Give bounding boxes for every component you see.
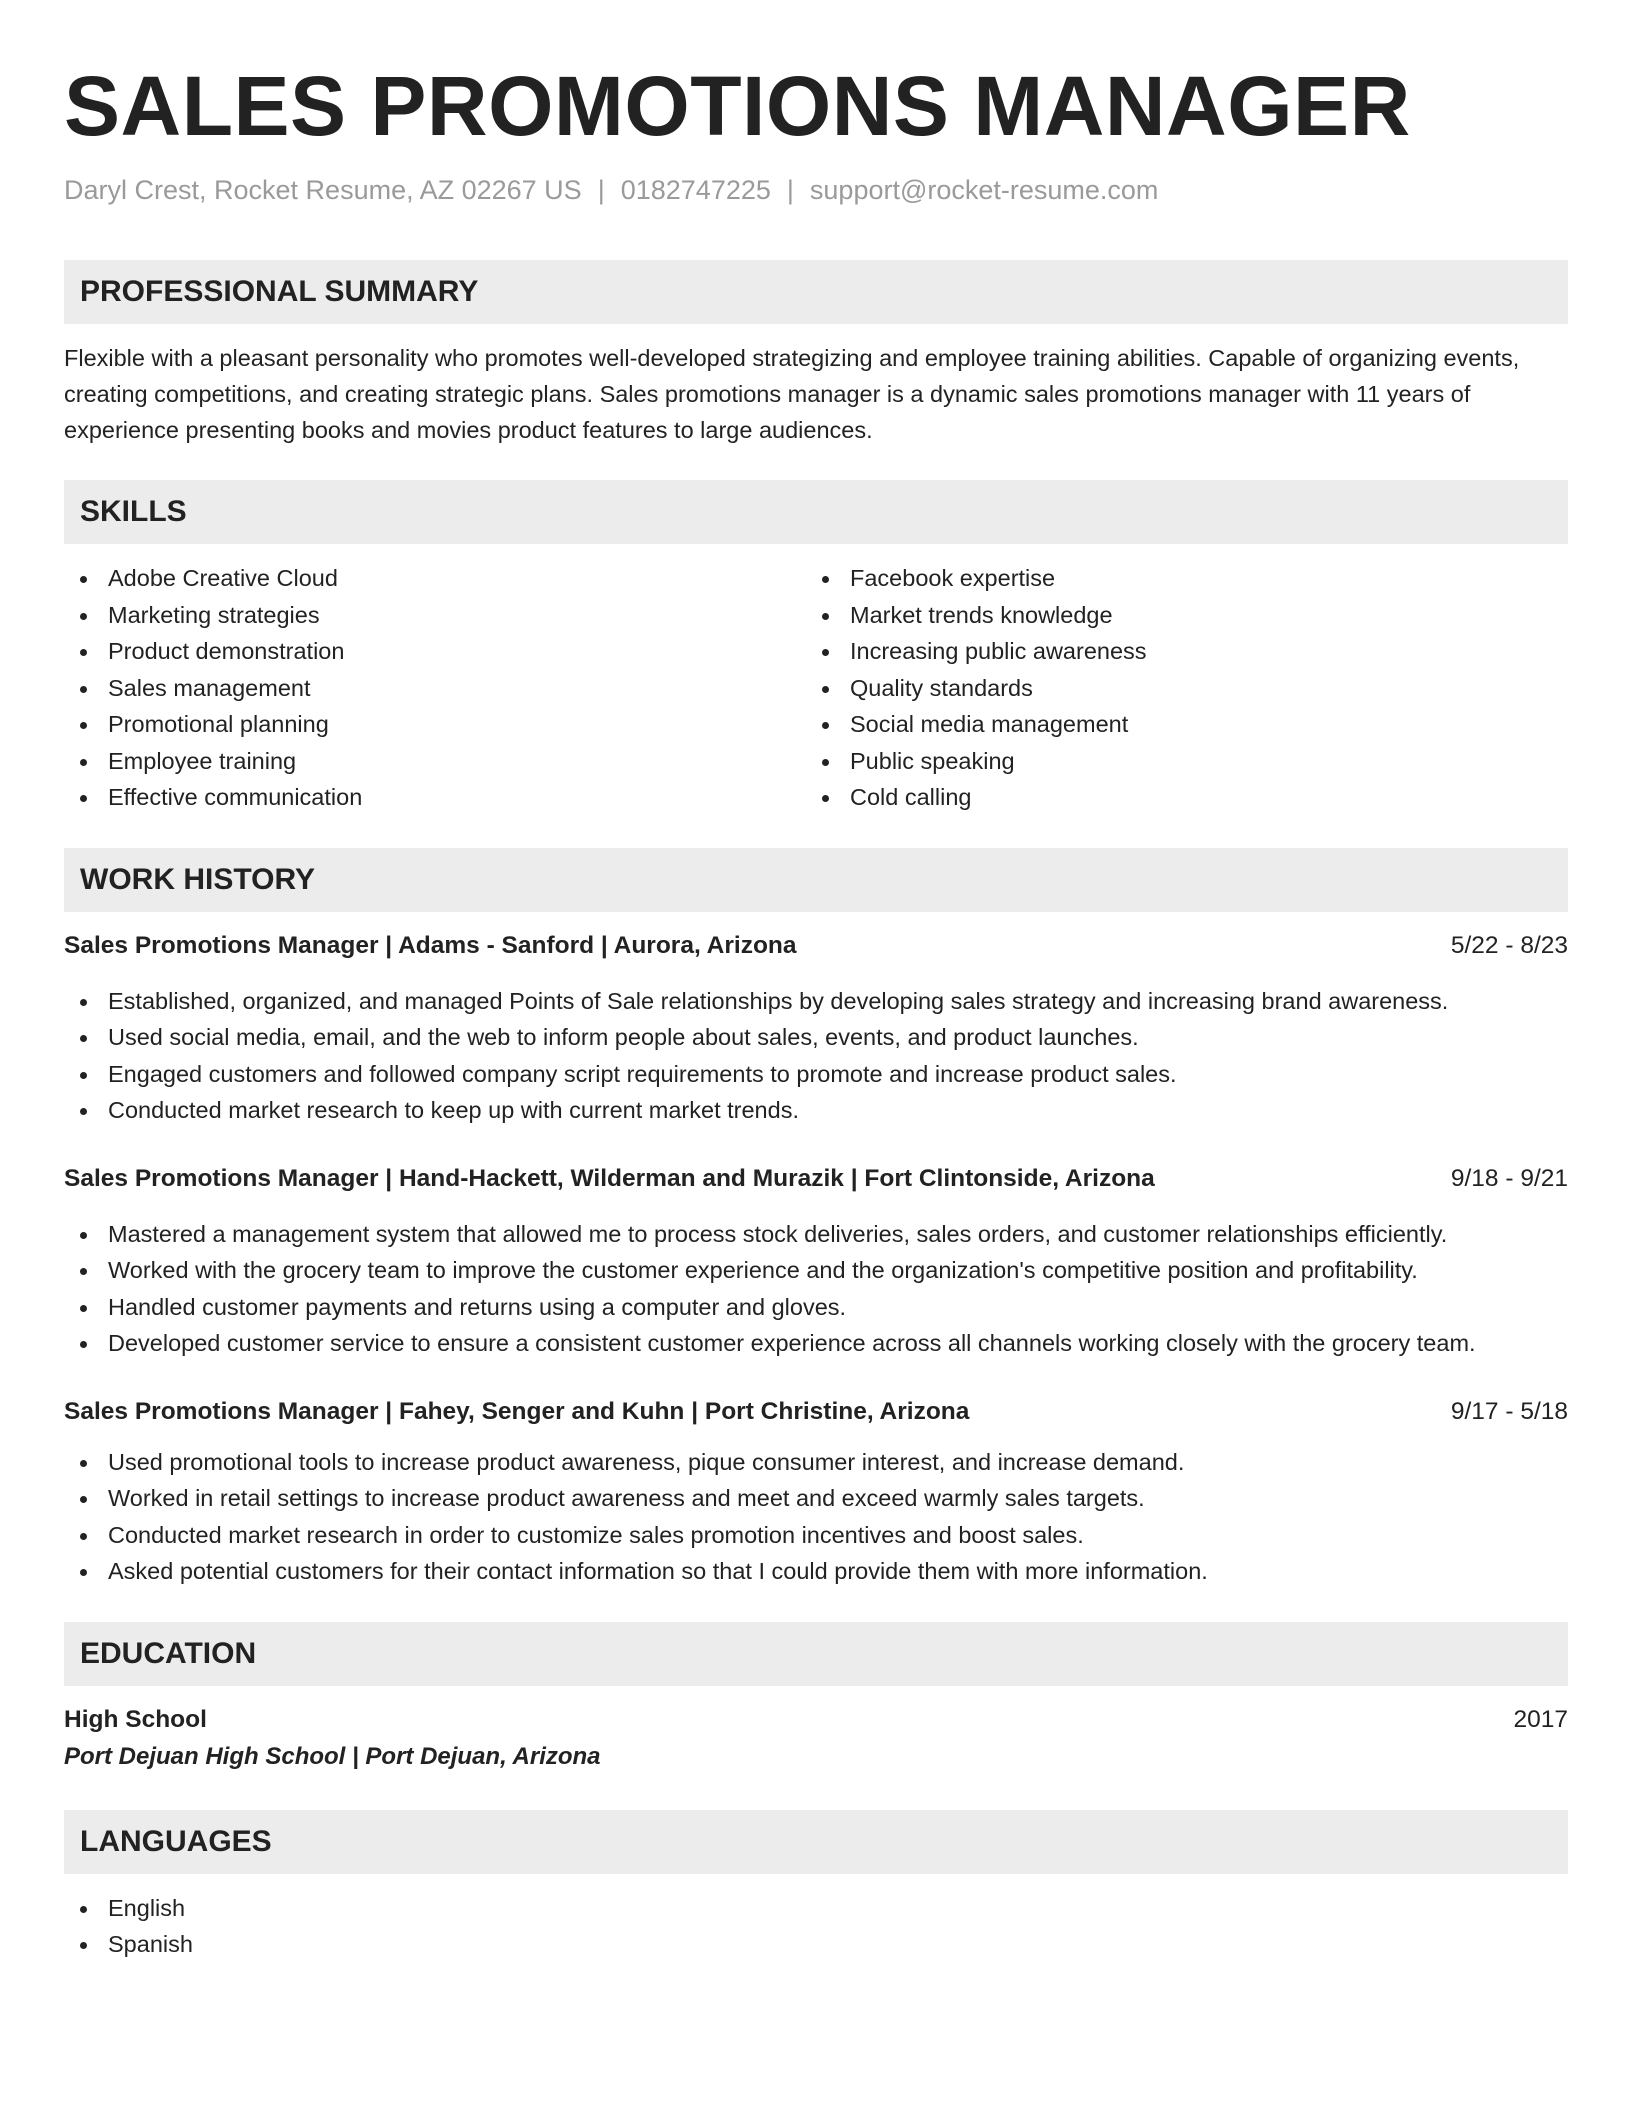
contact-separator: | (597, 175, 605, 205)
job-entry (64, 1394, 1568, 1590)
skills-list (64, 560, 1568, 816)
job-title: Sales Promotions Manager | Hand-Hackett, Wilderman and Murazik | Fort Clintonside, Arizona (64, 1164, 1155, 1192)
job-dates: 9/18 - 9/21 (1450, 1164, 1568, 1192)
language-item: English (64, 1890, 1568, 1927)
section-header-work-history: WORK HISTORY (64, 848, 1568, 912)
skill-item: Marketing strategies (64, 597, 806, 634)
section-header-summary: PROFESSIONAL SUMMARY (64, 260, 1568, 324)
education-degree: High School (64, 1705, 207, 1733)
section-header-languages: LANGUAGES (64, 1810, 1568, 1874)
job-bullet: Used promotional tools to increase product awareness, pique consumer interest, and increase demand. (64, 1444, 1568, 1481)
section-header-education: EDUCATION (64, 1622, 1568, 1686)
skill-item: Increasing public awareness (806, 633, 1548, 670)
resume-title: SALES PROMOTIONS MANAGER (64, 59, 1411, 153)
skill-item: Effective communication (64, 779, 806, 816)
job-bullet: Developed customer service to ensure a consistent customer experience across all channels working closely with the grocery team. (64, 1325, 1568, 1362)
job-title: Sales Promotions Manager | Fahey, Senger and Kuhn | Port Christine, Arizona (64, 1397, 970, 1425)
skill-item: Adobe Creative Cloud (64, 560, 806, 597)
job-bullet: Conducted market research to keep up with current market trends. (64, 1092, 1568, 1129)
skills-column-right (806, 560, 1548, 816)
job-bullet: Established, organized, and managed Points of Sale relationships by developing sales strategy and increasing brand awareness. (64, 983, 1568, 1020)
contact-address: Daryl Crest, Rocket Resume, AZ 02267 US (64, 175, 582, 205)
job-header (64, 1161, 1568, 1197)
education-year: 2017 (1513, 1705, 1568, 1733)
education-school: Port Dejuan High School | Port Dejuan, Arizona (64, 1742, 601, 1770)
skill-item: Public speaking (806, 743, 1548, 780)
job-bullet: Worked in retail settings to increase product awareness and meet and exceed warmly sales targets. (64, 1480, 1568, 1517)
education-entry (64, 1702, 1568, 1776)
education-header (64, 1702, 1568, 1738)
skills-column-left (64, 560, 806, 816)
job-header (64, 1394, 1568, 1430)
job-dates: 9/17 - 5/18 (1450, 1397, 1568, 1425)
skill-item: Cold calling (806, 779, 1548, 816)
contact-separator: | (786, 175, 794, 205)
contact-line (64, 172, 1568, 208)
section-header-skills: SKILLS (64, 480, 1568, 544)
job-bullet: Asked potential customers for their contact information so that I could provide them with more information. (64, 1553, 1568, 1590)
job-header (64, 928, 1568, 964)
contact-email: support@rocket-resume.com (809, 175, 1159, 205)
job-bullet: Conducted market research in order to customize sales promotion incentives and boost sales. (64, 1517, 1568, 1554)
job-title: Sales Promotions Manager | Adams - Sanford | Aurora, Arizona (64, 931, 797, 959)
summary-text: Flexible with a pleasant personality who promotes well-developed strategizing and employee training abilities. Capable of organizing events, creating competitions, and creating strategic plans. Sales promotions manager is a dynamic sales promotions manager with 11 years of experience presenting books and movies product features to large audiences. (64, 345, 1520, 443)
job-entry (64, 1161, 1568, 1362)
languages-list (64, 1890, 1568, 1963)
job-bullet: Worked with the grocery team to improve the customer experience and the organization's competitive position and profitability. (64, 1252, 1568, 1289)
contact-phone: 0182747225 (620, 175, 771, 205)
job-bullet: Engaged customers and followed company script requirements to promote and increase product sales. (64, 1056, 1568, 1093)
skill-item: Promotional planning (64, 706, 806, 743)
skill-item: Product demonstration (64, 633, 806, 670)
skill-item: Market trends knowledge (806, 597, 1548, 634)
skill-item: Quality standards (806, 670, 1548, 707)
skill-item: Sales management (64, 670, 806, 707)
job-entry (64, 928, 1568, 1129)
job-bullet: Mastered a management system that allowed me to process stock deliveries, sales orders, and customer relationships efficiently. (64, 1216, 1568, 1253)
job-bullet: Handled customer payments and returns using a computer and gloves. (64, 1289, 1568, 1326)
job-bullet: Used social media, email, and the web to inform people about sales, events, and product launches. (64, 1019, 1568, 1056)
job-dates: 5/22 - 8/23 (1450, 931, 1568, 959)
skill-item: Employee training (64, 743, 806, 780)
skill-item: Facebook expertise (806, 560, 1548, 597)
language-item: Spanish (64, 1926, 1568, 1963)
skill-item: Social media management (806, 706, 1548, 743)
